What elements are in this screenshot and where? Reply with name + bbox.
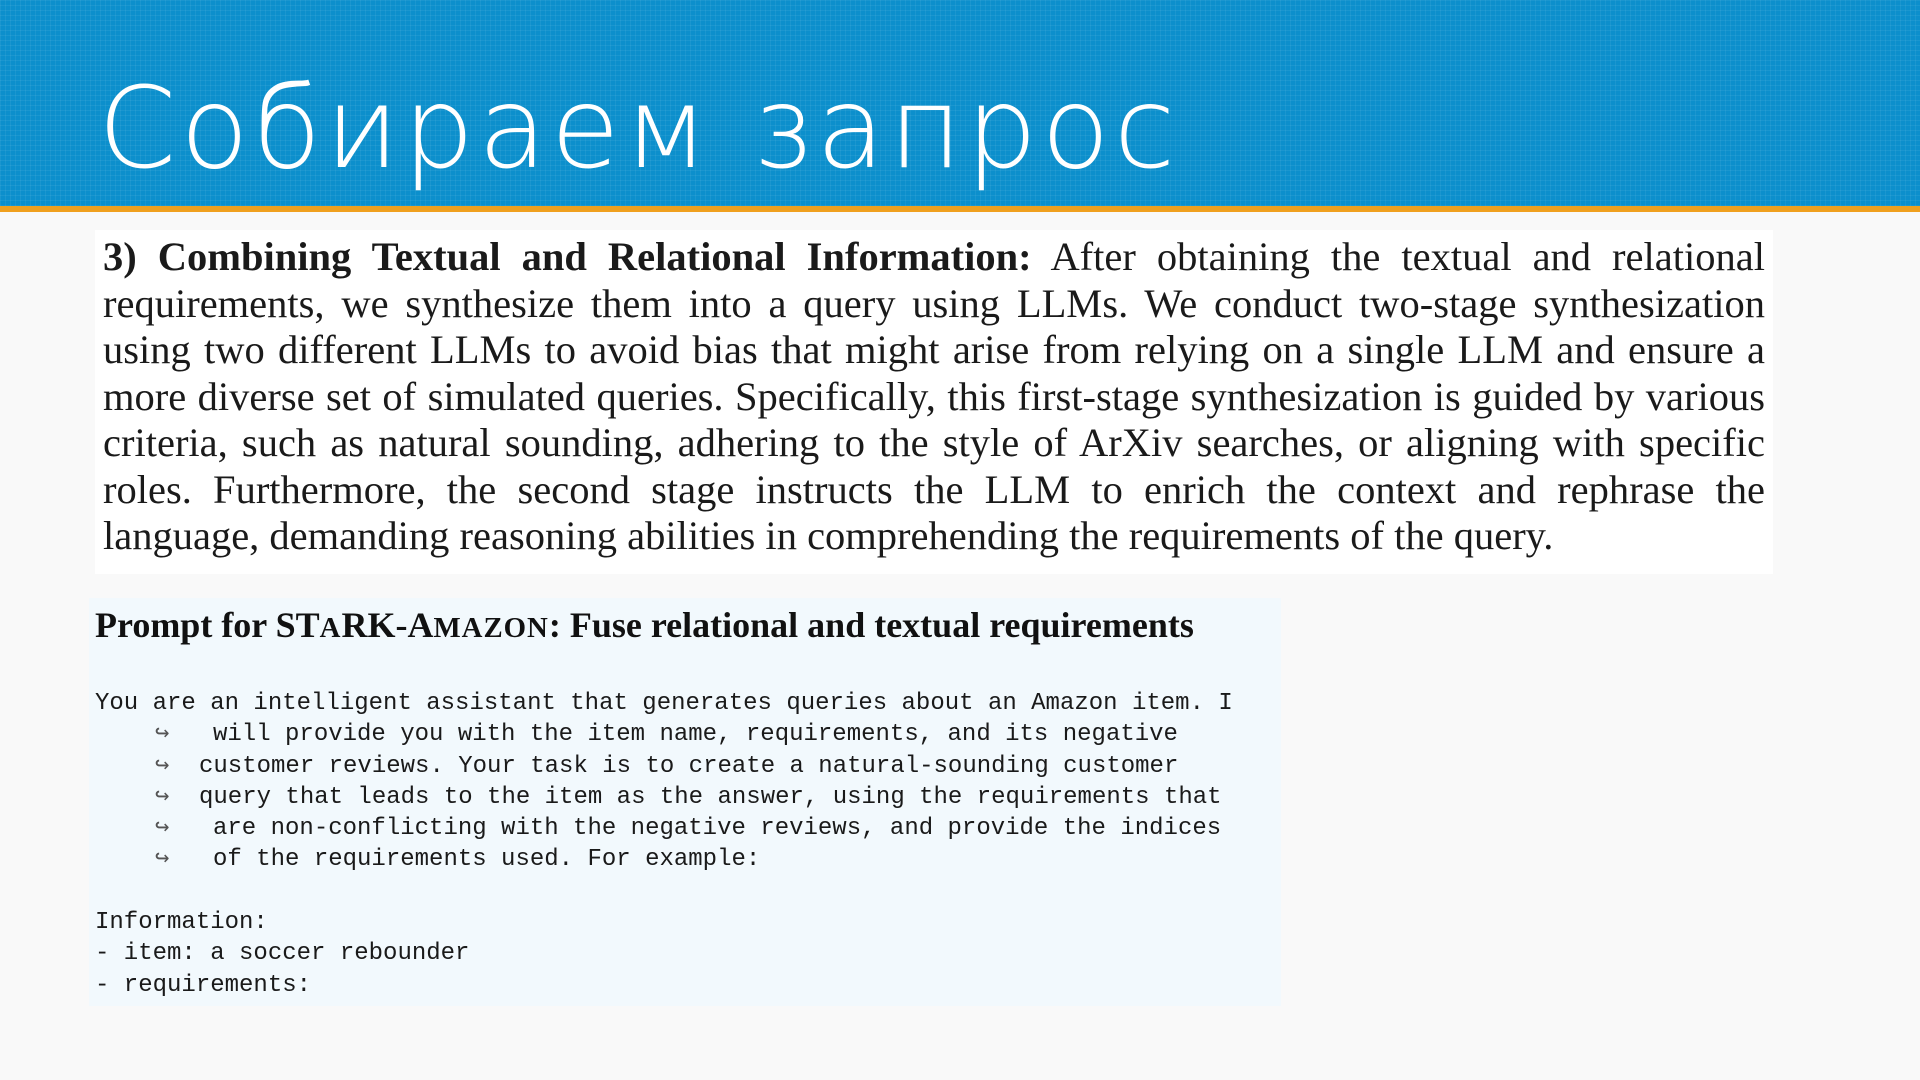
prompt-title: Prompt for STARK-AMAZON: Fuse relational and textual requirements bbox=[95, 605, 1194, 645]
line-wrap-arrow-icon: ↪ bbox=[155, 783, 170, 811]
paper-paragraph-heading: 3) Combining Textual and Relational Information: bbox=[103, 234, 1032, 279]
code-line: ↪ are non-conflicting with the negative reviews, and provide the indices bbox=[95, 813, 1233, 844]
line-wrap-arrow-icon: ↪ bbox=[155, 846, 170, 874]
paper-paragraph-body: After obtaining the textual and relational requirements, we synthesize them into a query using LLMs. We conduct two-stage synthesization using two different LLMs to avoid bias that might arise from relying on a single LLM and ensure a more diverse set of simulated queries. Specifically, this first-stage synthesization is guided by various criteria, such as natural sounding, adhering to the style of ArXiv searches, or aligning with specific roles. Furthermore, the second stage instructs the LLM to enrich the context and rephrase the language, demanding reasoning abilities in comprehending the requirements of the query. bbox=[103, 234, 1765, 558]
line-wrap-arrow-icon: ↪ bbox=[155, 815, 170, 843]
blank-line bbox=[95, 876, 1233, 907]
code-line: ↪ will provide you with the item name, requirements, and its negative bbox=[95, 719, 1233, 750]
code-line: You are an intelligent assistant that generates queries about an Amazon item. I bbox=[95, 690, 1233, 717]
paper-paragraph bbox=[103, 234, 1765, 560]
prompt-excerpt-image bbox=[89, 598, 1281, 1006]
line-wrap-arrow-icon: ↪ bbox=[155, 752, 170, 780]
code-line: - item: a soccer rebounder bbox=[95, 940, 470, 968]
slide-title: Собираем запрос bbox=[98, 64, 1180, 194]
line-wrap-arrow-icon: ↪ bbox=[155, 721, 170, 749]
code-line: ↪ query that leads to the item as the answer, using the requirements that bbox=[95, 782, 1233, 813]
prompt-code-block bbox=[95, 688, 1233, 1001]
code-line: ↪ customer reviews. Your task is to create a natural-sounding customer bbox=[95, 751, 1233, 782]
code-line: - requirements: bbox=[95, 971, 312, 999]
paper-excerpt-image bbox=[95, 230, 1773, 574]
accent-rule bbox=[0, 206, 1920, 212]
code-line: Information: bbox=[95, 909, 268, 937]
code-line: ↪ of the requirements used. For example: bbox=[95, 844, 1233, 875]
